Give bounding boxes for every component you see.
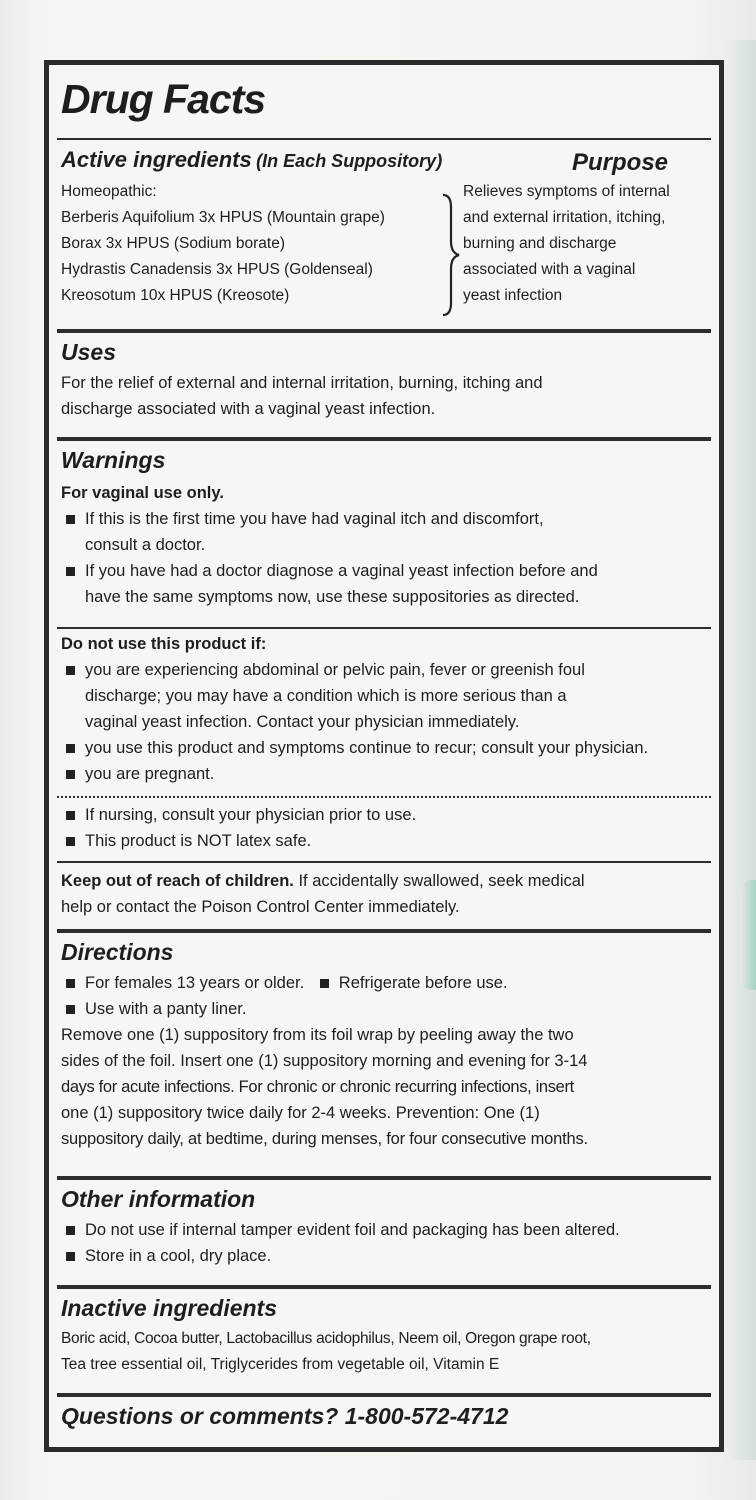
questions-phone: Questions or comments? 1-800-572-4712 [61,1403,509,1429]
ingredient-item: Borax 3x HPUS (Sodium borate) [61,235,285,252]
uses-heading: Uses [61,339,116,365]
directions-section [61,941,711,1152]
section-divider [57,1393,711,1397]
active-ingredients-heading: Active ingredients [61,147,252,172]
purpose-text [463,179,708,309]
questions-section [61,1405,711,1428]
warnings-section [61,449,711,610]
inactive-ingredients-section [61,1297,711,1378]
drug-facts-header [61,76,711,122]
do-not-use-bullet: you are experiencing abdominal or pelvic pain, fever or greenish foul discharge; you may have a condition which is more serious than a vaginal yeast infection. Contact your physician immediately. [61,657,711,735]
direction-bullet: Use with a panty liner. [61,996,711,1022]
section-divider [57,1285,711,1289]
other-bullet: Store in a cool, dry place. [61,1243,711,1269]
other-bullet: Do not use if internal tamper evident foil and packaging has been altered. [61,1217,711,1243]
warning-bullet: If you have had a doctor diagnose a vaginal yeast infection before and have the same symptoms now, use these suppositories as directed. [61,558,711,610]
keep-out-heading: Keep out of reach of children. [61,872,294,890]
direction-line: days for acute infections. For chronic or chronic recurring infections, insert [61,1078,574,1096]
warning-bullet: If this is the first time you have had vaginal itch and discomfort, consult a doctor. [61,506,711,558]
purpose-line: Relieves symptoms of internal [463,183,670,200]
curly-brace-icon [437,191,463,319]
direction-line: sides of the foil. Insert one (1) suppository morning and evening for 3-14 [61,1052,588,1070]
do-not-use-heading: Do not use this product if: [61,635,267,653]
other-information-section [61,1188,711,1269]
purpose-line: burning and discharge [463,235,617,252]
active-ingredients-section [61,145,711,320]
section-divider [57,437,711,441]
do-not-use-bullet: you are pregnant. [61,761,711,787]
inactive-line: Tea tree essential oil, Triglycerides from vegetable oil, Vitamin E [61,1356,500,1373]
active-ingredients-subheading: (In Each Suppository) [256,151,443,171]
purpose-heading: Purpose [572,149,669,176]
subsection-divider [57,861,711,863]
section-divider [57,929,711,933]
section-divider [57,329,711,333]
warning-bullet: This product is NOT latex safe. [61,828,711,854]
ingredient-list [61,179,436,309]
other-information-heading: Other information [61,1186,256,1212]
additional-warnings [61,802,711,854]
warnings-heading: Warnings [61,447,166,473]
purpose-line: yeast infection [463,287,563,304]
direction-bullet: Refrigerate before use. [315,970,508,996]
ingredient-category: Homeopathic: [61,183,157,200]
purpose-line: and external irritation, itching, [463,209,666,226]
drug-facts-panel [44,60,724,1452]
uses-line: discharge associated with a vaginal yeast infection. [61,400,436,418]
ingredient-item: Hydrastis Canadensis 3x HPUS (Goldenseal) [61,261,373,278]
do-not-use-bullet: you use this product and symptoms continue to recur; consult your physician. [61,735,711,761]
direction-line: Remove one (1) suppository from its foil wrap by peeling away the two [61,1026,574,1044]
ingredient-item: Kreosotum 10x HPUS (Kreosote) [61,287,290,304]
dotted-divider [57,796,711,798]
section-divider [57,1176,711,1180]
keep-out-of-reach [61,868,711,920]
keep-out-text: help or contact the Poison Control Center immediately. [61,898,460,916]
warning-bullet: If nursing, consult your physician prior to use. [61,802,711,828]
package-side-edge [726,40,756,1460]
do-not-use-section [61,631,711,787]
directions-heading: Directions [61,939,174,965]
inactive-line: Boric acid, Cocoa butter, Lactobacillus acidophilus, Neem oil, Oregon grape root, [61,1330,591,1347]
vaginal-use-note: For vaginal use only. [61,484,224,502]
title-divider [57,138,711,140]
package-side-accent [742,880,756,990]
inactive-ingredients-heading: Inactive ingredients [61,1295,278,1321]
uses-line: For the relief of external and internal irritation, burning, itching and [61,374,543,392]
subsection-divider [57,627,711,629]
uses-section [61,341,711,422]
purpose-line: associated with a vaginal [463,261,636,278]
ingredient-item: Berberis Aquifolium 3x HPUS (Mountain grape) [61,209,385,226]
direction-line: suppository daily, at bedtime, during menses, for four consecutive months. [61,1130,588,1148]
drug-facts-title: Drug Facts [61,76,266,122]
keep-out-text: If accidentally swallowed, seek medical [293,872,585,890]
direction-bullet: For females 13 years or older. [61,970,304,996]
direction-line: one (1) suppository twice daily for 2-4 weeks. Prevention: One (1) [61,1104,540,1122]
